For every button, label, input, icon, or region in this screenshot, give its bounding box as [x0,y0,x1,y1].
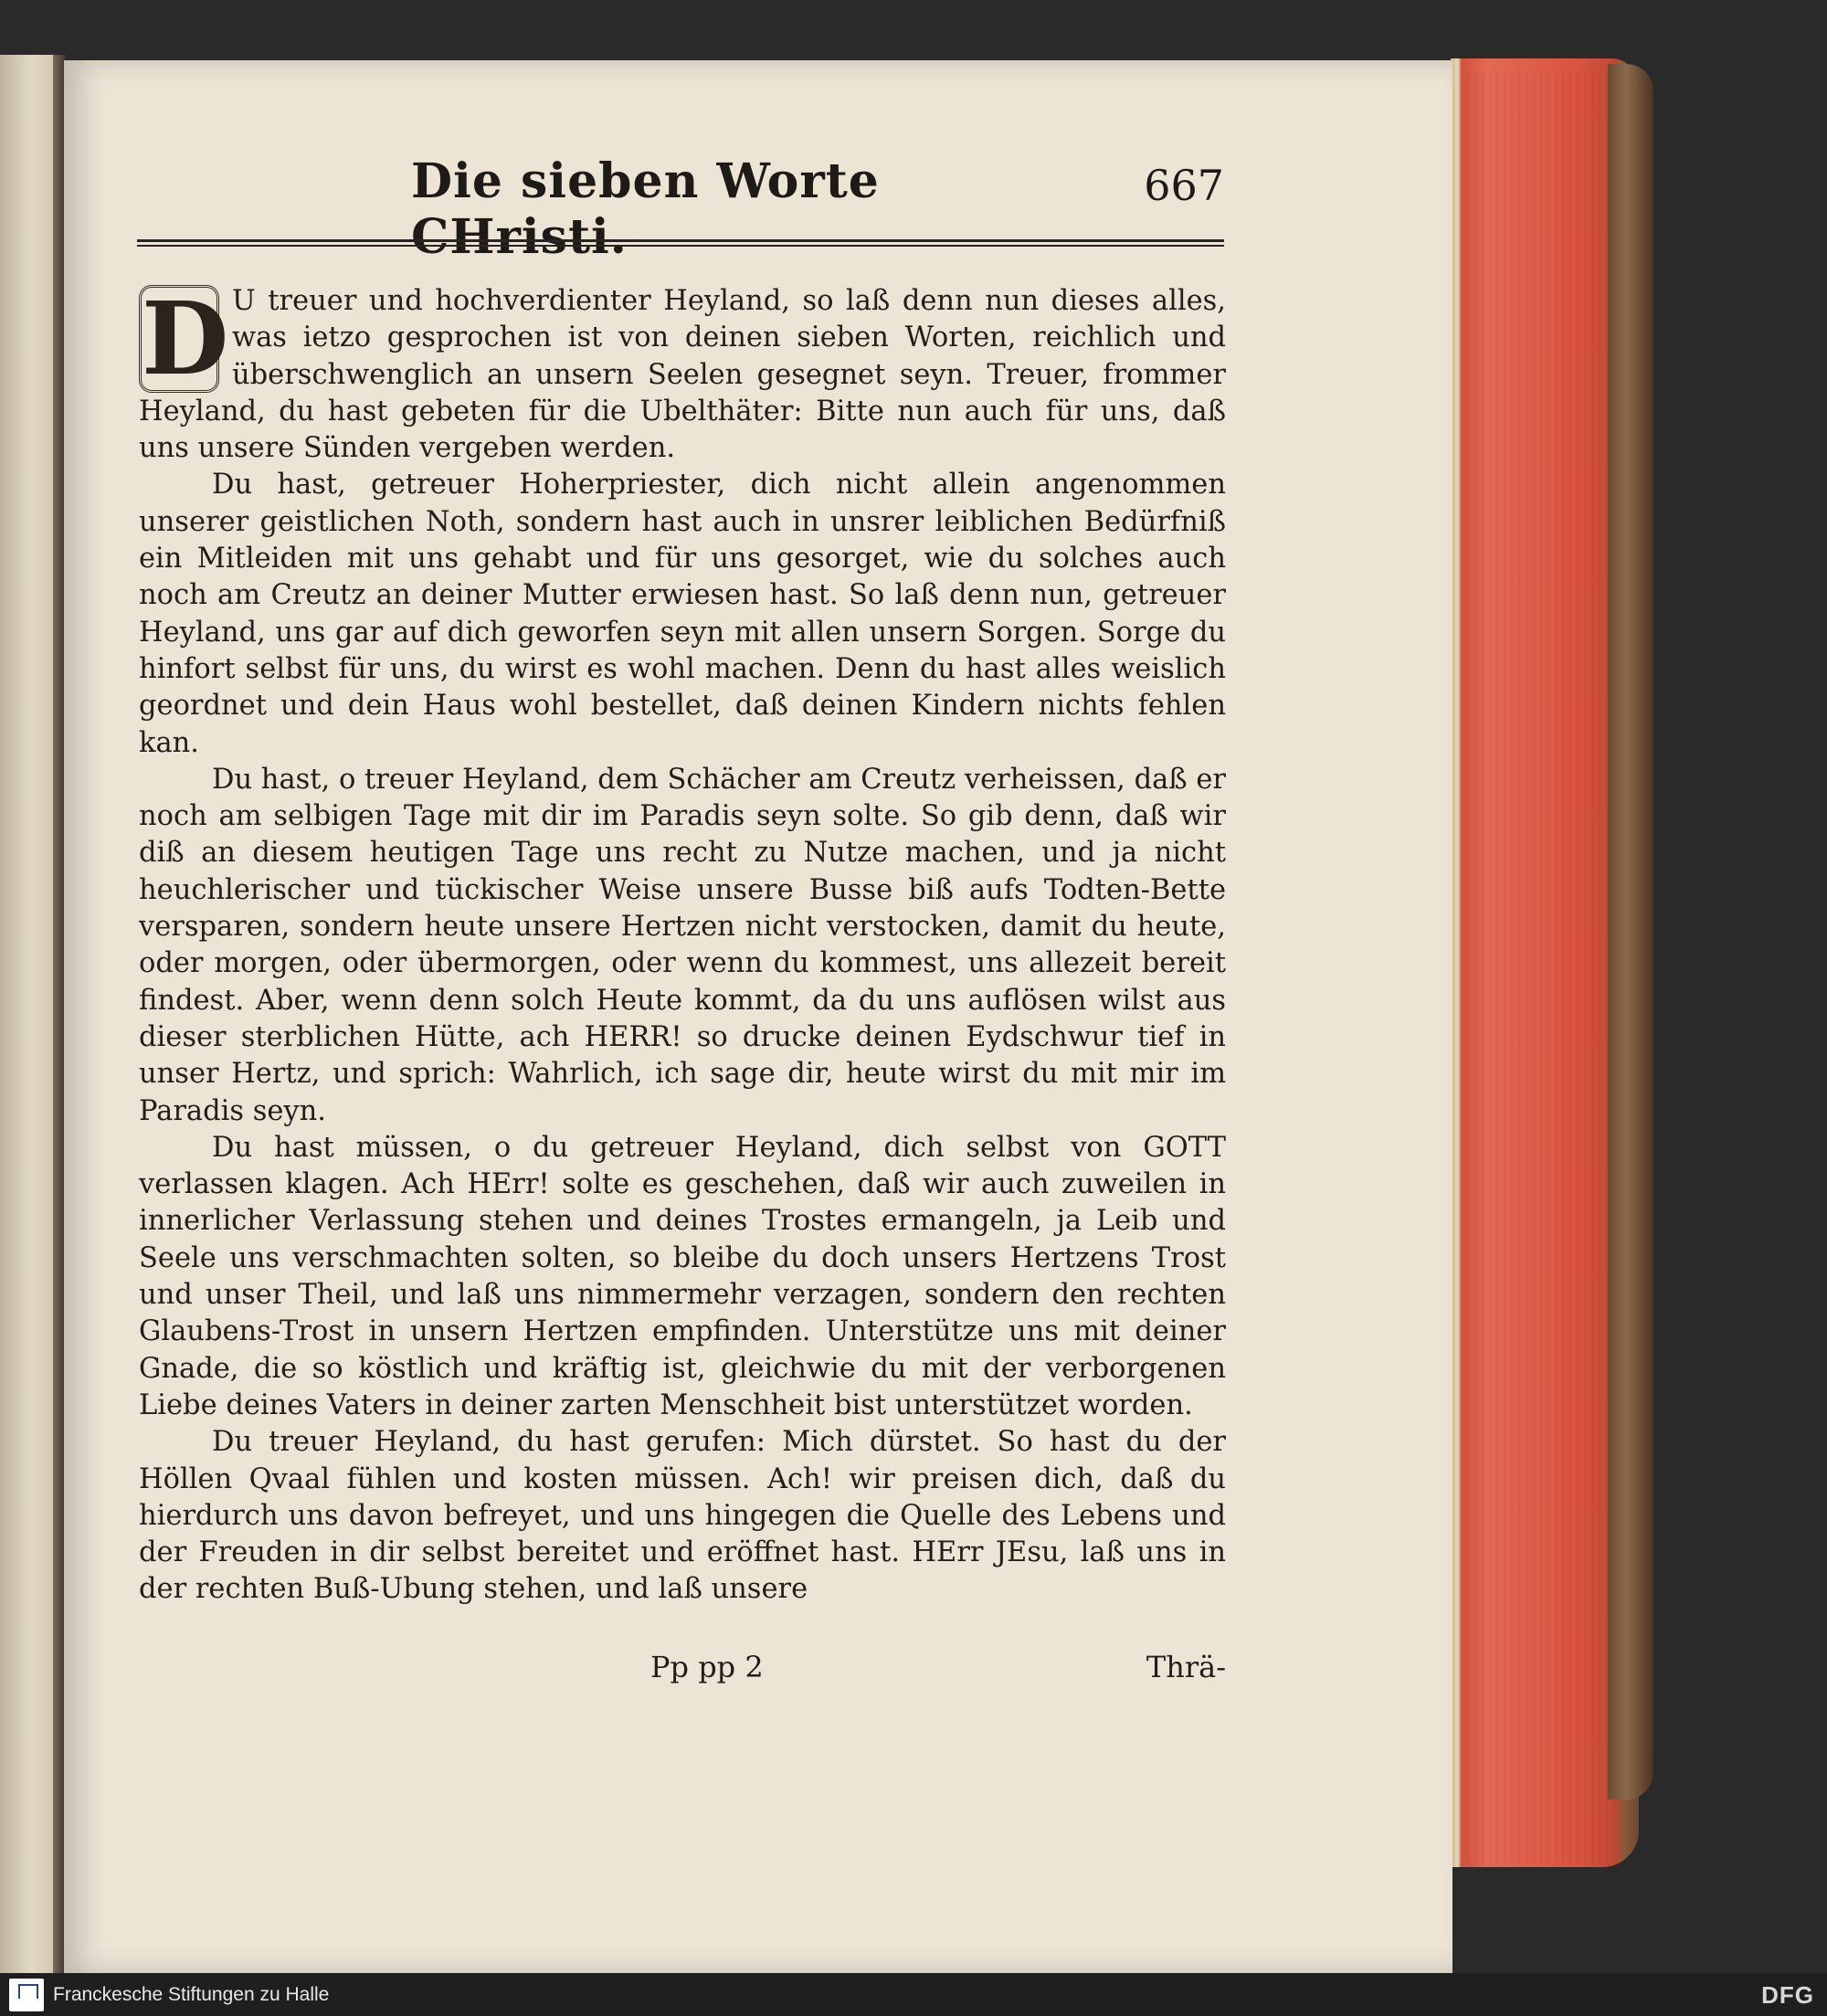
institution-label[interactable]: Franckesche Stiftungen zu Halle [53,1984,330,2005]
paragraph-5 [139,1424,1226,1608]
body-text [139,280,1226,1609]
francke-foundations-logo-icon[interactable] [9,1979,44,2011]
paragraph-text: Du hast, getreuer Hoherpriester, dich nicht allein angenommen unserer geistlichen Noth, sondern hast auch in unsrer leiblichen Bedürfniß ein Mitleiden mit uns gehabt und für uns gesorget, wie du solches auch noch am Creutz an deiner Mutter erwiesen hast. So laß denn nun, getreuer Heyland, uns gar auf dich geworfen seyn mit allen unsern Sorgen. Sorge du hinfort selbst für uns, du wirst es wohl machen. Denn du hast alles weislich geordnet und dein Haus wohl bestellet, daß deinen Kindern nichts fehlen kan. [139,469,1226,759]
page-number: 667 [1144,161,1224,210]
catchword: Thrä- [1146,1650,1226,1684]
logo-mark-shape [18,1984,38,1999]
paragraph-text: Du hast, o treuer Heyland, dem Schächer am Creutz verheissen, daß er noch am selbigen Tage mit dir im Paradis seyn solte. So gib denn, daß wir diß an diesem heutigen Tage uns recht zu Nutze machen, und ja nicht heuchlerischer und tückischer Weise unsere Busse biß aufs Todten-Bette versparen, sondern heute unsere Hertzen nicht verstocken, damit du heute, oder morgen, oder übermorgen, oder wenn du kommest, uns allezeit bereit findest. Aber, wenn denn solch Heute kommt, da du uns auflösen wilst aus dieser sterblichen Hütte, ach HERR! so drucke deinen Eydschwur tief in unser Hertz, und sprich: Wahrlich, ich sage dir, heute wirst du mit mir im Paradis seyn. [139,763,1226,1127]
paragraph-text: Du treuer Heyland, du hast gerufen: Mich dürstet. So hast du der Höllen Qvaal fühlen und kosten müssen. Ach! wir preisen dich, daß du hierdurch uns davon befreyet, und uns hingegen die Quelle des Lebens und der Freuden in dir selbst bereitet und eröffnet hast. HErr JEsu, laß uns in der rechten Buß-Ubung stehen, und laß unsere [139,1426,1226,1606]
drop-cap-initial: D [139,285,219,393]
page-footer [139,1650,1226,1690]
paragraph-text: U treuer und hochverdienter Heyland, so laß denn nun dieses alles, was ietzo gesprochen ist von deinen sieben Worten, reichlich und überschwenglich an unsern Seelen gesegnet seyn. Treuer, frommer Heyland, du hast gebeten für die Ubelthäter: Bitte nun auch für uns, daß uns unsere Sünden vergeben werden. [139,285,1226,465]
page-edge-texture [1462,73,1617,1863]
running-title: Die sieben Worte CHristi. [411,153,880,265]
viewer-bottom-bar [0,1973,1827,2016]
book-cover-edge [1608,64,1653,1800]
paragraph-1 [139,280,1226,467]
header-rule [137,239,1224,247]
previous-page-edge [0,55,58,1973]
page-header [137,153,1224,265]
paragraph-4 [139,1130,1226,1424]
signature-mark: Pp pp 2 [650,1650,764,1684]
paragraph-2 [139,467,1226,761]
dfg-logo[interactable]: DFG [1761,1981,1814,2009]
paragraph-3 [139,762,1226,1130]
paragraph-text: Du hast müssen, o du getreuer Heyland, dich selbst von GOTT verlassen klagen. Ach HErr! solte es geschehen, daß wir auch zuweilen in innerlicher Verlassung stehen und deines Trostes ermangeln, ja Leib und Seele uns verschmachten solten, so bleibe du doch unsers Hertzens Trost und unser Theil, und laß uns nimmermehr verzagen, sondern den rechten Glaubens-Trost in unsern Hertzen empfinden. Unterstütze uns mit deiner Gnade, die so köstlich und kräftig ist, gleichwie du mit der verborgenen Liebe deines Vaters in deiner zarten Menschheit bist unterstützet worden. [139,1131,1226,1421]
